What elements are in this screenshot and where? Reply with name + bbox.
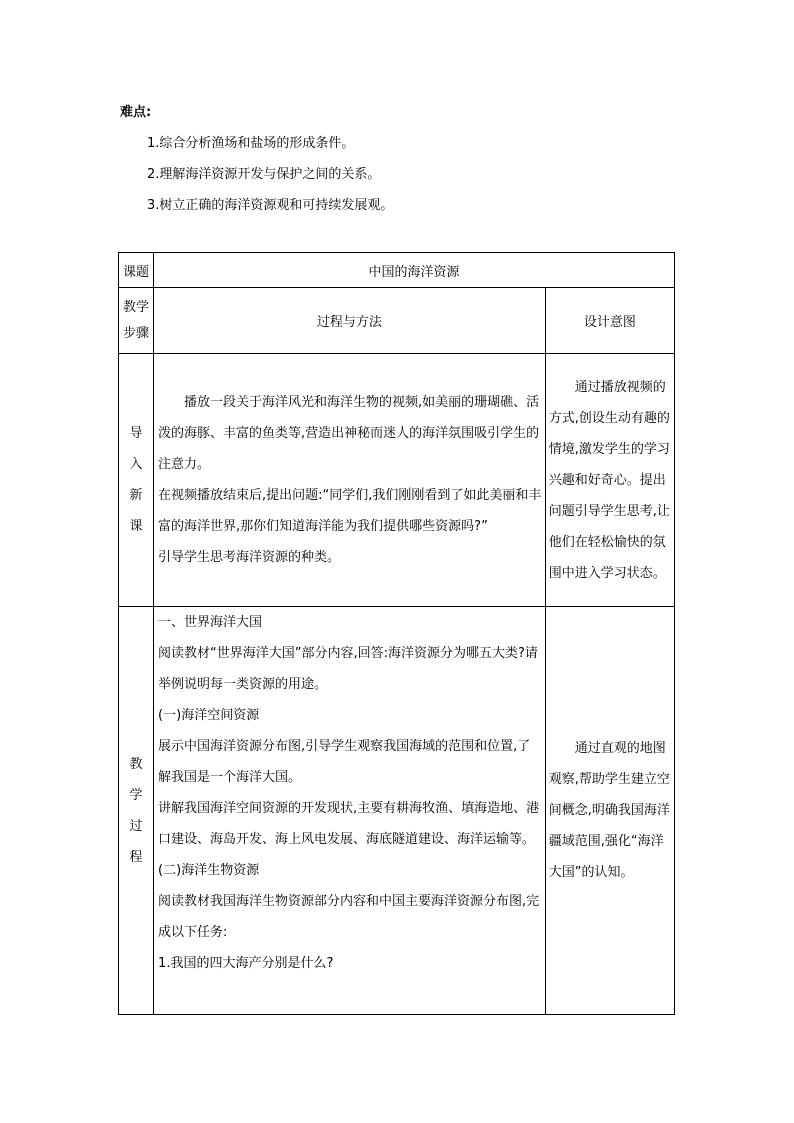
intro-process-cell bbox=[154, 354, 546, 607]
steps-label bbox=[119, 288, 154, 354]
column-header-design: 设计意图 bbox=[545, 288, 674, 354]
difficulty-section bbox=[120, 104, 680, 215]
lesson-plan-table bbox=[118, 252, 675, 1015]
difficulty-item-1: 1.综合分析渔场和盐场的形成条件。 bbox=[147, 136, 355, 151]
process-subheading: (一)海洋空间资源 bbox=[158, 708, 260, 723]
intro-paragraph-2: 在视频播放结束后,提出问题:“同学们,我们刚刚看到了如此美丽和丰富的海洋世界,那你们知道海洋能为我们提供哪些资源吗?” bbox=[158, 488, 542, 534]
intro-label bbox=[119, 354, 154, 607]
process-subheading: (二)海洋生物资源 bbox=[158, 863, 260, 878]
intro-design-text: 通过播放视频的方式,创设生动有趣的情境,激发学生的学习兴趣和好奇心。提出问题引导学生思考,让他们在轻松愉快的氛围中进入学习状态。 bbox=[548, 379, 670, 581]
intro-label-char: 入 bbox=[129, 457, 143, 472]
intro-label-char: 课 bbox=[129, 519, 143, 534]
process-paragraph: 展示中国海洋资源分布图,引导学生观察我国海域的范围和位置,了解我国是一个海洋大国。 bbox=[158, 739, 531, 785]
process-label bbox=[119, 607, 154, 1015]
process-paragraph: 阅读教材我国海洋生物资源部分内容和中国主要海洋资源分布图,完成以下任务: bbox=[158, 894, 540, 940]
topic-row bbox=[119, 253, 675, 288]
steps-label-line-2: 步骤 bbox=[123, 325, 150, 341]
process-label-char: 教 bbox=[129, 756, 143, 772]
header-row bbox=[119, 288, 675, 354]
process-task-item: 1.我国的四大海产分别是什么? bbox=[158, 956, 334, 971]
process-section-heading: 一、世界海洋大国 bbox=[158, 615, 263, 630]
process-paragraph: 阅读教材“世界海洋大国”部分内容,回答:海洋资源分为哪五大类?请举例说明每一类资源的用途。 bbox=[158, 646, 538, 692]
difficulty-item-2: 2.理解海洋资源开发与保护之间的关系。 bbox=[147, 167, 381, 182]
topic-label: 课题 bbox=[119, 253, 154, 288]
intro-label-char: 导 bbox=[129, 426, 143, 441]
process-paragraph: 讲解我国海洋空间资源的开发现状,主要有耕海牧渔、填海造地、港口建设、海岛开发、海上风电发展、海底隧道建设、海洋运输等。 bbox=[158, 801, 540, 847]
process-label-char: 学 bbox=[129, 787, 143, 803]
intro-paragraph-3: 引导学生思考海洋资源的种类。 bbox=[158, 550, 341, 565]
process-design-cell bbox=[545, 607, 674, 1015]
column-header-process: 过程与方法 bbox=[154, 288, 546, 354]
process-design-text: 通过直观的地图观察,帮助学生建立空间概念,明确我国海洋疆域范围,强化“海洋大国”的认知。 bbox=[548, 741, 670, 880]
process-row bbox=[119, 607, 675, 1015]
intro-row bbox=[119, 354, 675, 607]
steps-label-line-1: 教学 bbox=[123, 299, 150, 315]
intro-paragraph-1: 播放一段关于海洋风光和海洋生物的视频,如美丽的珊瑚礁、活泼的海豚、丰富的鱼类等,营造出神秘而迷人的海洋氛围吸引学生的注意力。 bbox=[158, 395, 540, 472]
process-label-char: 程 bbox=[129, 849, 143, 865]
difficulty-item-3: 3.树立正确的海洋资源观和可持续发展观。 bbox=[147, 198, 394, 213]
intro-design-cell bbox=[545, 354, 674, 607]
process-content-cell bbox=[154, 607, 546, 1015]
intro-label-char: 新 bbox=[129, 488, 143, 503]
topic-value: 中国的海洋资源 bbox=[154, 253, 675, 288]
difficulty-heading: 难点: bbox=[120, 105, 152, 120]
process-label-char: 过 bbox=[129, 818, 143, 834]
